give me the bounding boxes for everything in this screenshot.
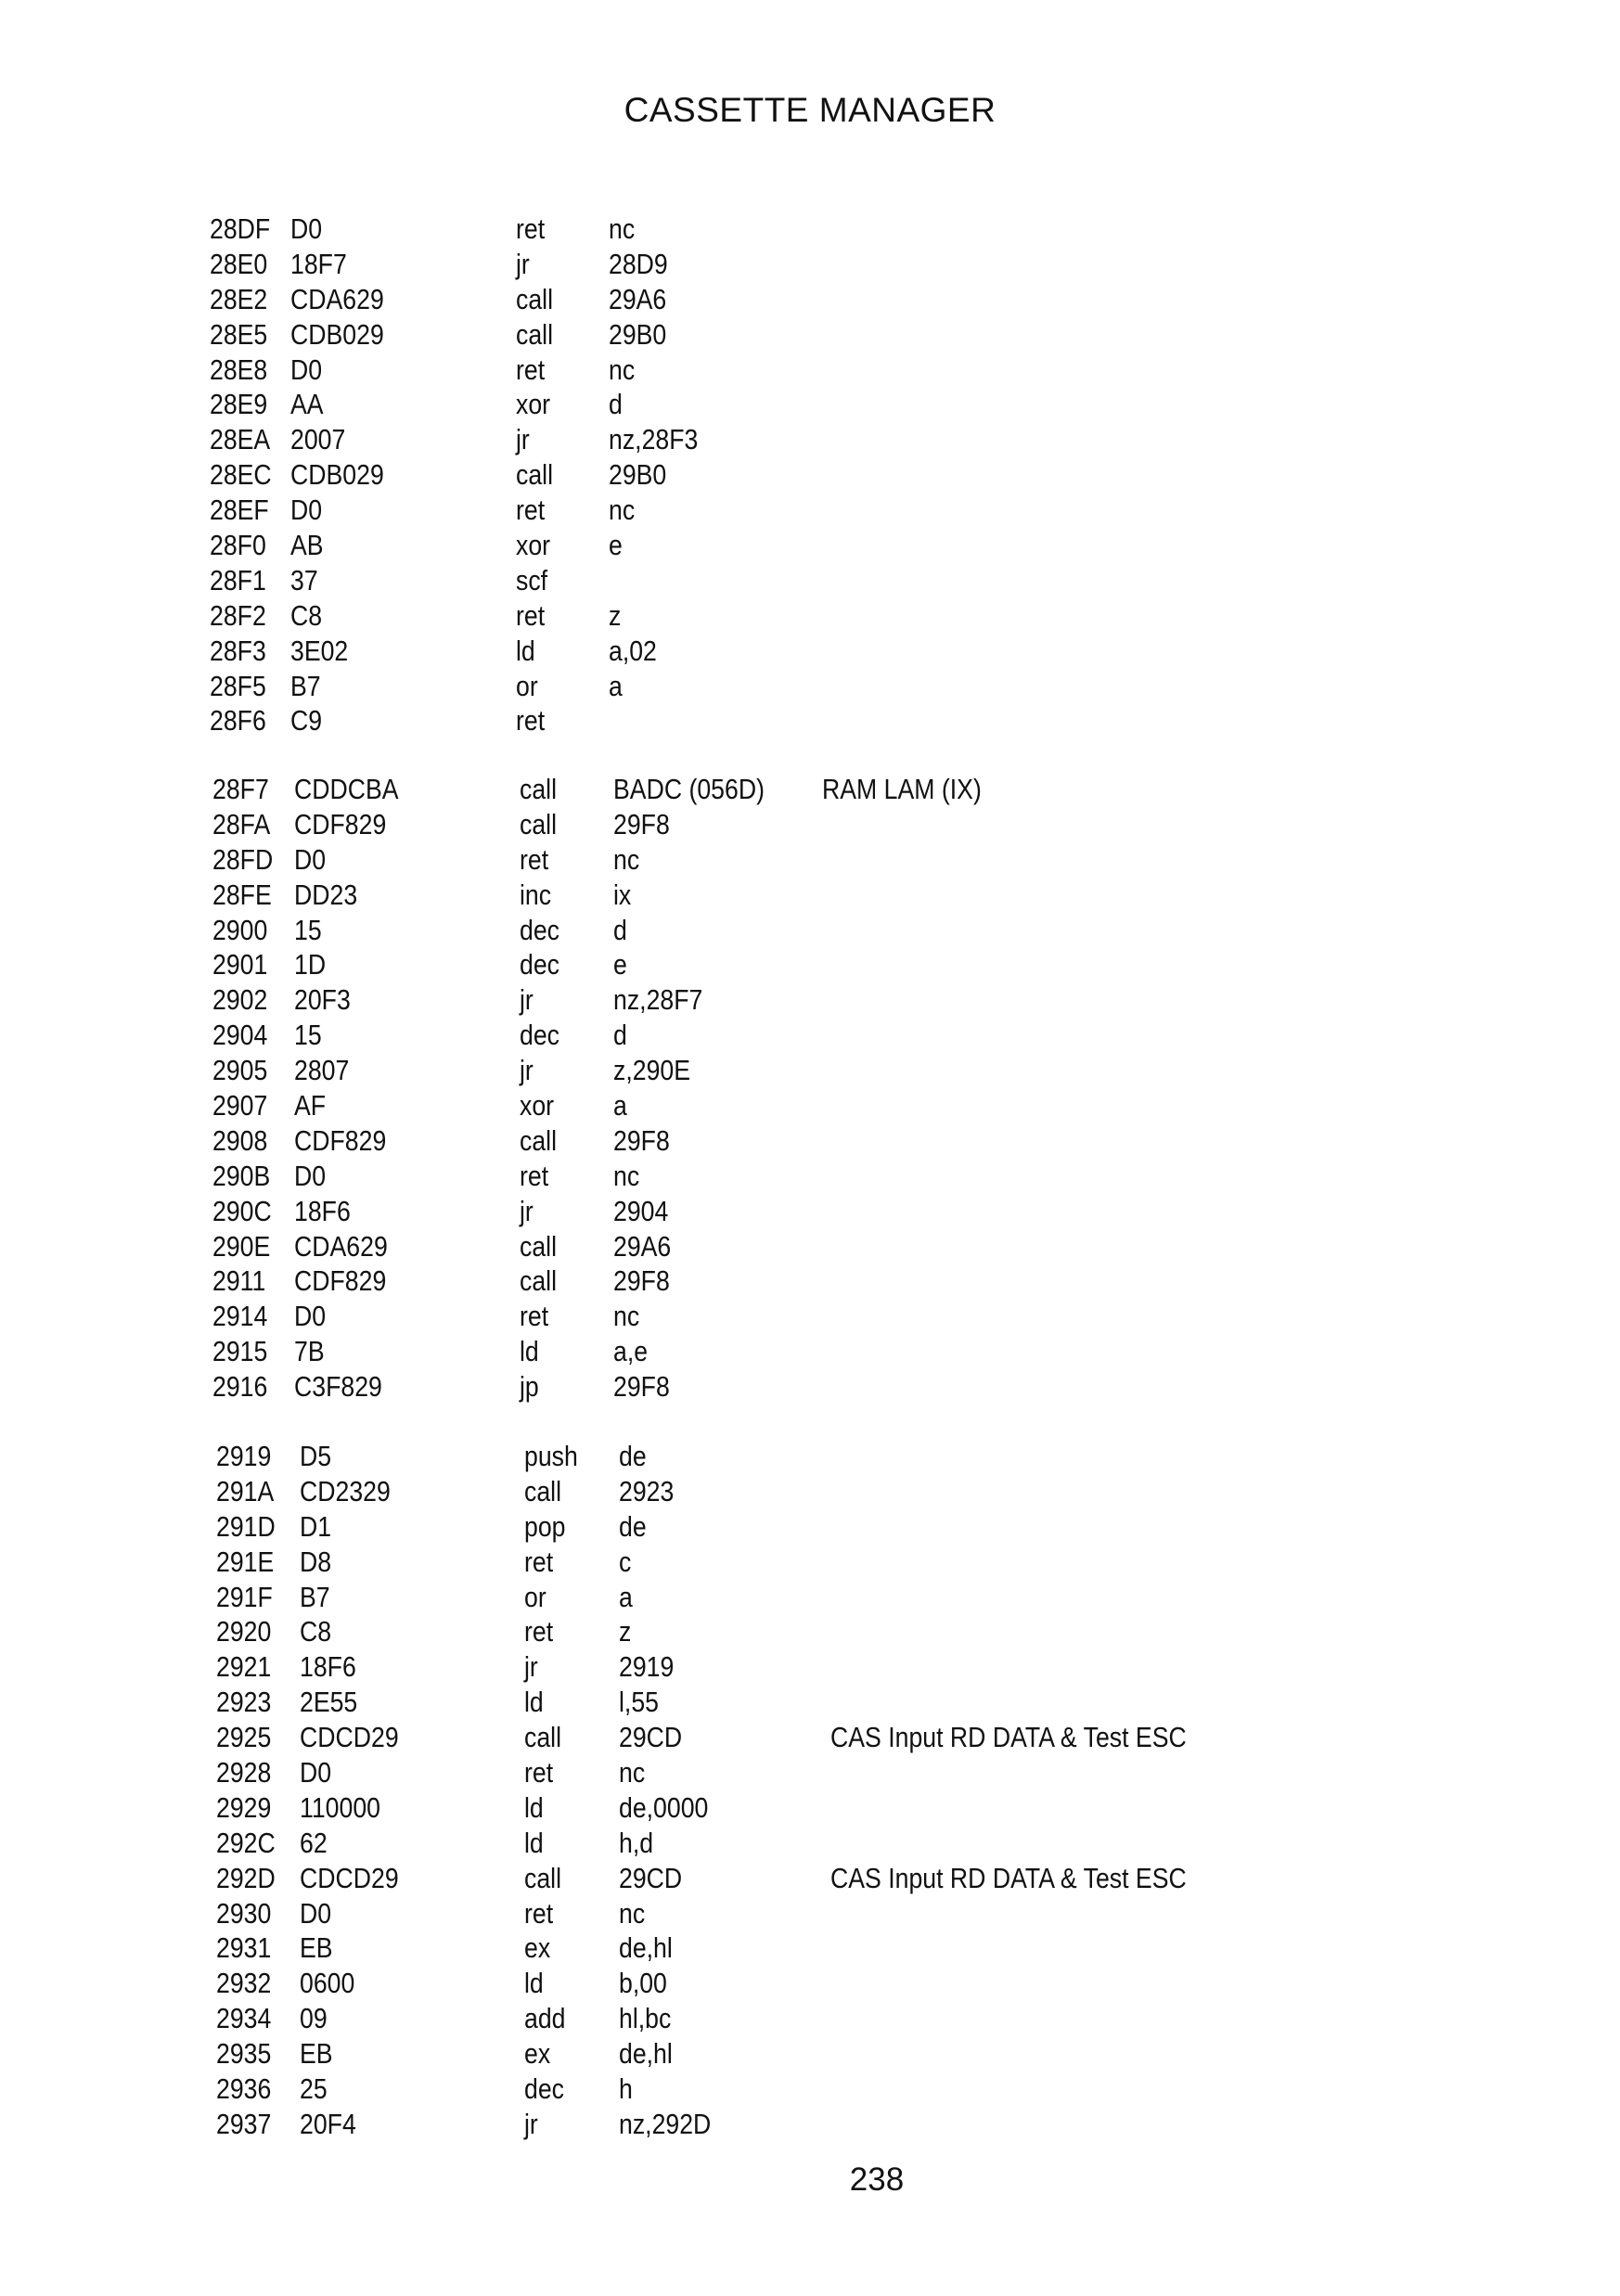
page-title: CASSETTE MANAGER (624, 91, 996, 129)
hex-bytes-cell: CDCD29 (300, 1861, 399, 1894)
address-cell: 28FA (212, 807, 271, 840)
hex-bytes-cell: 1D (294, 948, 327, 981)
hex-bytes-cell: 62 (300, 1826, 328, 1859)
address-cell: 2929 (216, 1790, 272, 1824)
address-cell: 28DF (210, 212, 271, 245)
listing-row (0, 1123, 1620, 1159)
listing-row (0, 1439, 1620, 1474)
address-cell: 28EF (210, 494, 269, 527)
listing-row (0, 422, 1620, 457)
address-cell: 28FD (212, 842, 274, 876)
operand-cell: z,290E (613, 1054, 691, 1087)
listing-row (0, 1194, 1620, 1229)
mnemonic-cell: call (516, 317, 554, 351)
hex-bytes-cell: 2807 (294, 1054, 350, 1087)
listing-block-1 (0, 212, 1620, 738)
mnemonic-cell: dec (520, 948, 559, 981)
address-cell: 2935 (216, 2037, 272, 2071)
address-cell: 28F7 (212, 773, 269, 805)
hex-bytes-cell: CDF829 (294, 1123, 387, 1157)
listing-row (0, 1088, 1620, 1123)
listing-row (0, 2036, 1620, 2072)
listing-row (0, 1299, 1620, 1334)
hex-bytes-cell: CDDCBA (294, 773, 399, 805)
mnemonic-cell: jr (516, 247, 530, 280)
mnemonic-cell: or (516, 669, 538, 702)
address-cell: 28F3 (210, 634, 266, 667)
mnemonic-cell: ret (524, 1896, 554, 1930)
operand-cell: d (613, 913, 627, 946)
operand-cell: d (609, 388, 623, 421)
hex-bytes-cell: CDF829 (294, 807, 387, 840)
address-cell: 2925 (216, 1721, 272, 1754)
listing-row (0, 669, 1620, 704)
operand-cell: nz,292D (619, 2107, 712, 2140)
mnemonic-cell: dec (524, 2072, 564, 2106)
mnemonic-cell: call (520, 807, 558, 840)
listing-row (0, 1930, 1620, 1966)
listing-row (0, 1369, 1620, 1405)
listing-row (0, 1826, 1620, 1861)
mnemonic-cell: call (520, 773, 558, 805)
operand-cell: nc (609, 212, 636, 245)
mnemonic-cell: ret (524, 1615, 554, 1648)
hex-bytes-cell: C8 (290, 598, 323, 632)
operand-cell: a,e (613, 1335, 649, 1368)
mnemonic-cell: dec (520, 1019, 559, 1052)
hex-bytes-cell: 0600 (300, 1967, 355, 2000)
hex-bytes-cell: D0 (290, 212, 323, 245)
listing-row (0, 1580, 1620, 1615)
hex-bytes-cell: 7B (294, 1335, 325, 1368)
address-cell: 292C (216, 1826, 276, 1859)
comment-cell: CAS Input RD DATA & Test ESC (830, 1721, 1187, 1754)
address-cell: 291F (216, 1580, 273, 1613)
operand-cell: de (619, 1509, 647, 1543)
mnemonic-cell: or (524, 1580, 546, 1613)
mnemonic-cell: call (516, 282, 554, 315)
hex-bytes-cell: CDCD29 (300, 1721, 399, 1754)
operand-cell: hl,bc (619, 2002, 672, 2035)
address-cell: 2911 (212, 1264, 266, 1298)
hex-bytes-cell: 15 (294, 913, 322, 946)
listing-row (0, 1263, 1620, 1299)
mnemonic-cell: ex (524, 1931, 551, 1965)
operand-cell: 29F8 (613, 807, 670, 840)
listing-row (0, 1720, 1620, 1755)
page-number: 238 (849, 2161, 905, 2198)
address-cell: 2936 (216, 2072, 272, 2106)
operand-cell: z (619, 1615, 632, 1648)
listing-row (0, 2107, 1620, 2142)
comment-cell: CAS Input RD DATA & Test ESC (830, 1861, 1187, 1894)
listing-row (0, 353, 1620, 388)
mnemonic-cell: jr (520, 1194, 534, 1227)
operand-cell: BADC (056D) (613, 773, 765, 805)
mnemonic-cell: ld (524, 1790, 544, 1824)
operand-cell: c (619, 1545, 632, 1578)
mnemonic-cell: call (524, 1861, 562, 1894)
hex-bytes-cell: 110000 (300, 1790, 380, 1824)
mnemonic-cell: ret (516, 598, 546, 632)
operand-cell: 28D9 (609, 247, 668, 280)
hex-bytes-cell: EB (300, 2037, 333, 2071)
hex-bytes-cell: 2E55 (300, 1686, 358, 1719)
operand-cell: nc (613, 1159, 640, 1192)
operand-cell: 2923 (619, 1474, 675, 1507)
listing-row (0, 842, 1620, 878)
listing-row (0, 457, 1620, 493)
operand-cell: a,02 (609, 634, 657, 667)
operand-cell: 29B0 (609, 458, 667, 492)
address-cell: 28E8 (210, 353, 268, 386)
listing-row (0, 598, 1620, 634)
address-cell: 28E9 (210, 388, 268, 421)
listing-row (0, 703, 1620, 738)
address-cell: 2919 (216, 1440, 272, 1472)
hex-bytes-cell: 3E02 (290, 634, 349, 667)
mnemonic-cell: jr (520, 983, 534, 1017)
operand-cell: nc (613, 1300, 640, 1333)
mnemonic-cell: scf (516, 563, 548, 596)
mnemonic-cell: ret (520, 1300, 549, 1333)
mnemonic-cell: ret (520, 842, 549, 876)
mnemonic-cell: jr (524, 2107, 538, 2140)
operand-cell: 29F8 (613, 1123, 670, 1157)
operand-cell: h (619, 2072, 633, 2106)
listing-row (0, 2072, 1620, 2107)
hex-bytes-cell: C9 (290, 704, 323, 738)
operand-cell: 29B0 (609, 317, 667, 351)
mnemonic-cell: ret (524, 1756, 554, 1789)
operand-cell: de,hl (619, 2037, 673, 2071)
mnemonic-cell: inc (520, 878, 552, 911)
address-cell: 2930 (216, 1896, 272, 1930)
operand-cell: h,d (619, 1826, 654, 1859)
hex-bytes-cell: AA (290, 388, 324, 421)
address-cell: 28F2 (210, 598, 266, 632)
listing-row (0, 1545, 1620, 1580)
listing-row (0, 1018, 1620, 1053)
address-cell: 28F5 (210, 669, 266, 702)
address-cell: 2937 (216, 2107, 272, 2140)
listing-row (0, 1966, 1620, 2001)
hex-bytes-cell: 2007 (290, 423, 346, 456)
operand-cell: a (613, 1089, 627, 1122)
mnemonic-cell: call (520, 1264, 558, 1298)
listing-row (0, 2001, 1620, 2036)
operand-cell: 29CD (619, 1861, 683, 1894)
address-cell: 2916 (212, 1370, 268, 1404)
mnemonic-cell: call (524, 1474, 562, 1507)
operand-cell: nc (619, 1896, 646, 1930)
mnemonic-cell: xor (516, 388, 551, 421)
hex-bytes-cell: C8 (300, 1615, 332, 1648)
hex-bytes-cell: D0 (294, 842, 327, 876)
hex-bytes-cell: 37 (290, 563, 318, 596)
operand-cell: 2919 (619, 1650, 675, 1684)
address-cell: 2901 (212, 948, 268, 981)
listing-row (0, 634, 1620, 669)
listing-row (0, 1053, 1620, 1088)
mnemonic-cell: ex (524, 2037, 551, 2071)
address-cell: 2921 (216, 1650, 272, 1684)
address-cell: 2905 (212, 1054, 268, 1087)
listing-row (0, 1614, 1620, 1649)
mnemonic-cell: dec (520, 913, 559, 946)
operand-cell: nz,28F7 (613, 983, 703, 1017)
operand-cell: nc (609, 494, 636, 527)
mnemonic-cell: ret (516, 212, 546, 245)
hex-bytes-cell: B7 (300, 1580, 330, 1613)
listing-row (0, 878, 1620, 913)
listing-row (0, 493, 1620, 528)
operand-cell: 29A6 (609, 282, 667, 315)
listing-row (0, 1474, 1620, 1509)
operand-cell: l,55 (619, 1686, 659, 1719)
address-cell: 28E0 (210, 247, 268, 280)
operand-cell: nz,28F3 (609, 423, 699, 456)
address-cell: 28E2 (210, 282, 268, 315)
mnemonic-cell: ret (516, 704, 546, 738)
operand-cell: d (613, 1019, 627, 1052)
address-cell: 28EA (210, 423, 271, 456)
address-cell: 290E (212, 1229, 271, 1263)
hex-bytes-cell: D0 (300, 1756, 332, 1789)
operand-cell: a (619, 1580, 633, 1613)
mnemonic-cell: call (520, 1229, 558, 1263)
listing-row (0, 1685, 1620, 1720)
address-cell: 2904 (212, 1019, 268, 1052)
mnemonic-cell: ld (524, 1686, 544, 1719)
listing-row (0, 772, 1620, 807)
mnemonic-cell: jp (520, 1370, 539, 1404)
listing-row (0, 563, 1620, 598)
listing-row (0, 913, 1620, 948)
address-cell: 2914 (212, 1300, 268, 1333)
address-cell: 2932 (216, 1967, 272, 2000)
mnemonic-cell: ld (516, 634, 535, 667)
hex-bytes-cell: CD2329 (300, 1474, 391, 1507)
address-cell: 2934 (216, 2002, 272, 2035)
listing-row (0, 528, 1620, 563)
hex-bytes-cell: 09 (300, 2002, 328, 2035)
listing-row (0, 982, 1620, 1018)
listing-row (0, 1896, 1620, 1931)
operand-cell: 29CD (619, 1721, 683, 1754)
address-cell: 290B (212, 1159, 271, 1192)
mnemonic-cell: push (524, 1440, 578, 1472)
address-cell: 2928 (216, 1756, 272, 1789)
address-cell: 2915 (212, 1335, 268, 1368)
mnemonic-cell: jr (524, 1650, 538, 1684)
address-cell: 28F0 (210, 529, 266, 562)
address-cell: 28FE (212, 878, 272, 911)
listing-row (0, 317, 1620, 353)
address-cell: 2931 (216, 1931, 272, 1965)
mnemonic-cell: ld (520, 1335, 539, 1368)
operand-cell: ix (613, 878, 632, 911)
operand-cell: b,00 (619, 1967, 667, 2000)
address-cell: 28F6 (210, 704, 266, 738)
mnemonic-cell: ret (516, 353, 546, 386)
hex-bytes-cell: CDF829 (294, 1264, 387, 1298)
listing-row (0, 1509, 1620, 1545)
address-cell: 2907 (212, 1089, 268, 1122)
hex-bytes-cell: D5 (300, 1440, 332, 1472)
mnemonic-cell: ld (524, 1826, 544, 1859)
listing-row (0, 282, 1620, 317)
hex-bytes-cell: AB (290, 529, 324, 562)
hex-bytes-cell: 18F6 (300, 1650, 356, 1684)
address-cell: 291E (216, 1545, 275, 1578)
operand-cell: nc (619, 1756, 646, 1789)
mnemonic-cell: ld (524, 1967, 544, 2000)
hex-bytes-cell: D0 (294, 1300, 327, 1333)
hex-bytes-cell: B7 (290, 669, 321, 702)
hex-bytes-cell: D0 (290, 353, 323, 386)
mnemonic-cell: ret (516, 494, 546, 527)
address-cell: 2900 (212, 913, 268, 946)
hex-bytes-cell: CDB029 (290, 458, 384, 492)
hex-bytes-cell: CDA629 (290, 282, 384, 315)
address-cell: 2902 (212, 983, 268, 1017)
address-cell: 2908 (212, 1123, 268, 1157)
hex-bytes-cell: CDB029 (290, 317, 384, 351)
address-cell: 291D (216, 1509, 276, 1543)
hex-bytes-cell: C3F829 (294, 1370, 382, 1404)
address-cell: 292D (216, 1861, 276, 1894)
operand-cell: nc (613, 842, 640, 876)
listing-row (0, 1229, 1620, 1264)
listing-row (0, 212, 1620, 247)
mnemonic-cell: call (524, 1721, 562, 1754)
operand-cell: 2904 (613, 1194, 669, 1227)
hex-bytes-cell: D0 (290, 494, 323, 527)
operand-cell: 29F8 (613, 1264, 670, 1298)
operand-cell: de,0000 (619, 1790, 709, 1824)
hex-bytes-cell: 20F3 (294, 983, 351, 1017)
operand-cell: nc (609, 353, 636, 386)
listing-row (0, 1790, 1620, 1826)
address-cell: 290C (212, 1194, 272, 1227)
listing-block-2 (0, 772, 1620, 1405)
mnemonic-cell: xor (516, 529, 551, 562)
hex-bytes-cell: 20F4 (300, 2107, 356, 2140)
hex-bytes-cell: D0 (294, 1159, 327, 1192)
listing-row (0, 1334, 1620, 1369)
listing-row (0, 387, 1620, 422)
listing-row (0, 1649, 1620, 1685)
operand-cell: 29F8 (613, 1370, 670, 1404)
operand-cell: z (609, 598, 622, 632)
operand-cell: de (619, 1440, 647, 1472)
mnemonic-cell: call (516, 458, 554, 492)
mnemonic-cell: xor (520, 1089, 555, 1122)
hex-bytes-cell: D8 (300, 1545, 332, 1578)
mnemonic-cell: ret (520, 1159, 549, 1192)
mnemonic-cell: call (520, 1123, 558, 1157)
listing-row (0, 247, 1620, 282)
address-cell: 2923 (216, 1686, 272, 1719)
hex-bytes-cell: 15 (294, 1019, 322, 1052)
listing-row (0, 947, 1620, 982)
listing-block-3 (0, 1439, 1620, 2142)
listing-row (0, 1755, 1620, 1790)
address-cell: 291A (216, 1474, 275, 1507)
listing-row (0, 1159, 1620, 1194)
mnemonic-cell: jr (516, 423, 530, 456)
mnemonic-cell: pop (524, 1509, 566, 1543)
listing-row (0, 807, 1620, 842)
hex-bytes-cell: EB (300, 1931, 333, 1965)
address-cell: 28EC (210, 458, 272, 492)
hex-bytes-cell: 25 (300, 2072, 328, 2106)
hex-bytes-cell: DD23 (294, 878, 358, 911)
operand-cell: 29A6 (613, 1229, 672, 1263)
operand-cell: e (609, 529, 623, 562)
operand-cell: a (609, 669, 623, 702)
hex-bytes-cell: AF (294, 1089, 327, 1122)
comment-cell: RAM LAM (IX) (822, 773, 982, 805)
hex-bytes-cell: 18F7 (290, 247, 347, 280)
address-cell: 2920 (216, 1615, 272, 1648)
operand-cell: de,hl (619, 1931, 673, 1965)
listing-row (0, 1861, 1620, 1896)
hex-bytes-cell: D1 (300, 1509, 332, 1543)
hex-bytes-cell: D0 (300, 1896, 332, 1930)
operand-cell: e (613, 948, 627, 981)
hex-bytes-cell: 18F6 (294, 1194, 351, 1227)
address-cell: 28E5 (210, 317, 268, 351)
mnemonic-cell: add (524, 2002, 566, 2035)
address-cell: 28F1 (210, 563, 266, 596)
mnemonic-cell: ret (524, 1545, 554, 1578)
hex-bytes-cell: CDA629 (294, 1229, 388, 1263)
mnemonic-cell: jr (520, 1054, 534, 1087)
